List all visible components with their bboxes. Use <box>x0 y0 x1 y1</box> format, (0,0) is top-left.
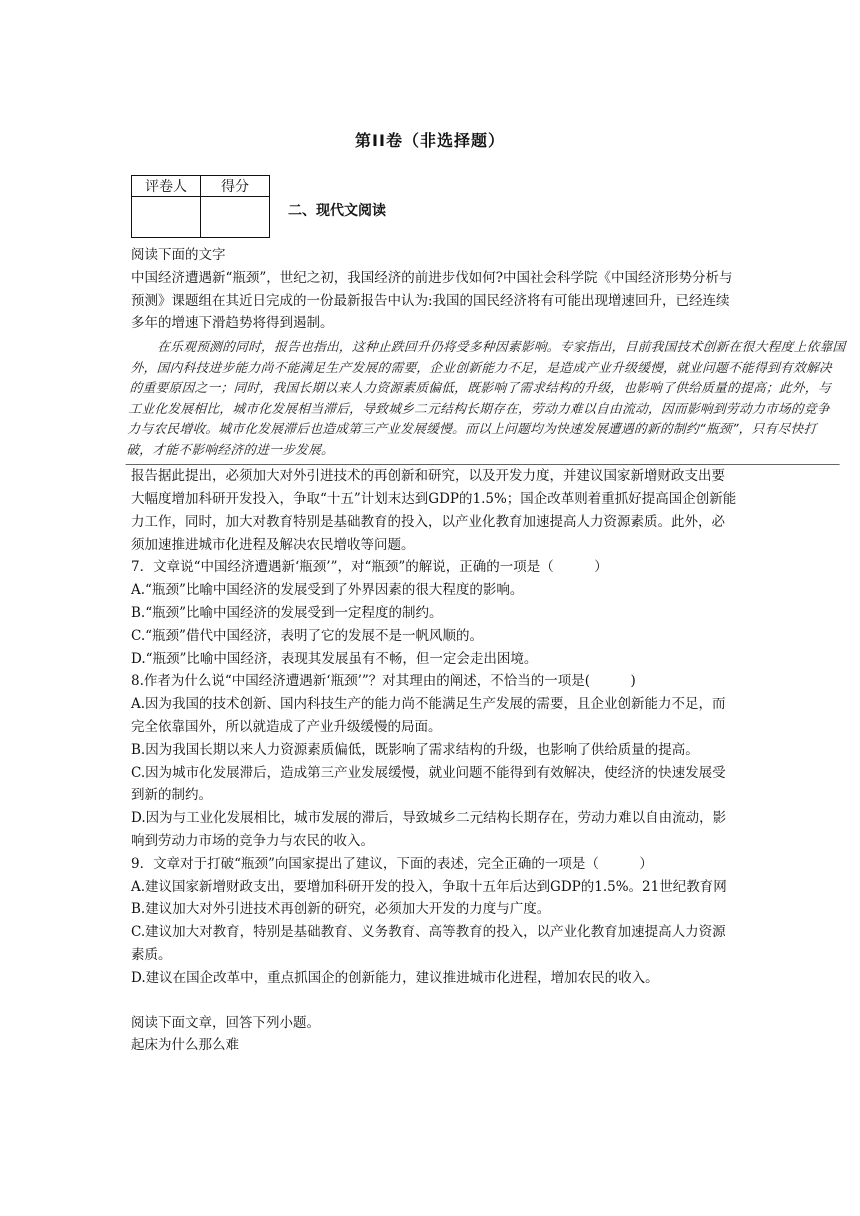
score-table-score-header: 得分 <box>201 176 270 197</box>
question-9-stem: 9．文章对于打破“瓶颈”向国家提出了建议，下面的表述，完全正确的一项是（ ） <box>131 855 653 872</box>
next-reading-intro: 阅读下面文章，回答下列小题。 <box>131 1014 320 1031</box>
next-passage-title: 起床为什么那么难 <box>131 1037 239 1054</box>
question-9-option-c: C.建议加大对教育，特别是基础教育、义务教育、高等教育的投入，以产业化教育加速提高人力资源素质。 <box>131 924 726 963</box>
passage-paragraph-2: 报告据此提出，必须加大对外引进技术的再创新和研究，以及开发力度，并建议国家新增财政支出要大幅度增加科研开发投入，争取“十五”计划末达到GDP的1.5%；国企改革则着重抓好提高国企创新能力工作，同时，加大对教育特别是基础教育的投入，以产业化教育加速提高人力资源素质。此外，必须加速推进城市化进程及解决农民增收等问题。 <box>131 468 737 553</box>
question-8-option-d: D.因为与工业化发展相比，城市发展的滞后，导致城乡二元结构长期存在，劳动力难以自由流动，影响到劳动力市场的竞争力与农民的收入。 <box>131 810 727 849</box>
handwritten-passage: 在乐观预测的同时，报告也指出，这种止跌回升仍将受多种因素影响。专家指出，目前我国技术创新在很大程度上依靠国外，国内科技进步能力尚不能满足生产发展的需要，企业创新能力不足，是造成产业升级缓慢，就业问题不能得到有效解决的重要原因之一；同时，我国长期以来人力资源素质偏低，既影响了需求结构的升级，也影响了供给质量的提高；此外，与工业化发展相比，城市化发展相当滞后，导致城乡二元结构长期存在，劳动力难以自由流动，因而影响到劳动力市场的竞争力与农民增收。城市化发展滞后也造成第三产业发展缓慢。而以上问题均为快速发展遭遇的新的制约“瓶颈”，只有尽快打破，才能不影响经济的进一步发展。 <box>126 335 847 465</box>
question-7-stem: 7．文章说“中国经济遭遇新‘瓶颈’”，对“瓶颈”的解说，正确的一项是（ ） <box>131 559 608 576</box>
question-8-stem: 8.作者为什么说“中国经济遭遇新‘瓶颈’”？对其理由的阐述，不恰当的一项是( ) <box>131 673 636 690</box>
reading-intro: 阅读下面的文字 <box>131 247 226 263</box>
question-9-option-a: A.建议国家新增财政支出，要增加科研开发的投入，争取十五年后达到GDP的1.5%。21世纪教育网 <box>131 878 727 895</box>
question-7-option-d: D.“瓶颈”比喻中国经济，表现其发展虽有不畅，但一定会走出困境。 <box>131 650 538 667</box>
score-table-grader-cell <box>132 197 201 238</box>
question-8-option-c: C.因为城市化发展滞后，造成第三产业发展缓慢，就业问题不能得到有效解决，使经济的快速发展受到新的制约。 <box>131 764 726 804</box>
question-7-option-c: C.“瓶颈”借代中国经济，表明了它的发展不是一帆风顺的。 <box>131 627 483 644</box>
passage-paragraph-1: 中国经济遭遇新“瓶颈”，世纪之初，我国经济的前进步伐如何?中国社会科学院《中国经济形势分析与预测》课题组在其近日完成的一份最新报告中认为:我国的国民经济将有可能出现增速回升，已经连续多年的增速下滑趋势将得到遏制。 <box>131 269 733 332</box>
paper-part-title: 第II卷（非选择题） <box>355 131 505 150</box>
question-8-option-b: B.因为我国长期以来人力资源素质偏低，既影响了需求结构的升级，也影响了供给质量的提高。 <box>131 741 699 758</box>
score-table-score-cell <box>201 197 270 238</box>
reading-content <box>126 244 846 1057</box>
section-heading: 二、现代文阅读 <box>288 203 386 219</box>
question-8-option-a: A.因为我国的技术创新、国内科技生产的能力尚不能满足生产发展的需要，且企业创新能力不足，而完全依靠国外，所以就造成了产业升级缓慢的局面。 <box>131 696 726 735</box>
score-table <box>131 175 270 238</box>
question-7-option-b: B.“瓶颈”比喻中国经济的发展受到一定程度的制约。 <box>131 604 443 621</box>
question-9-option-b: B.建议加大对外引进技术再创新的研究，必须加大开发的力度与广度。 <box>131 901 551 918</box>
score-table-grader-header: 评卷人 <box>132 176 201 197</box>
question-9-option-d: D.建议在国企改革中，重点抓国企的创新能力，建议推进城市化进程，增加农民的收入。 <box>131 969 659 986</box>
question-7-option-a: A.“瓶颈”比喻中国经济的发展受到了外界因素的很大程度的影响。 <box>131 582 524 599</box>
spacer <box>131 990 737 1012</box>
